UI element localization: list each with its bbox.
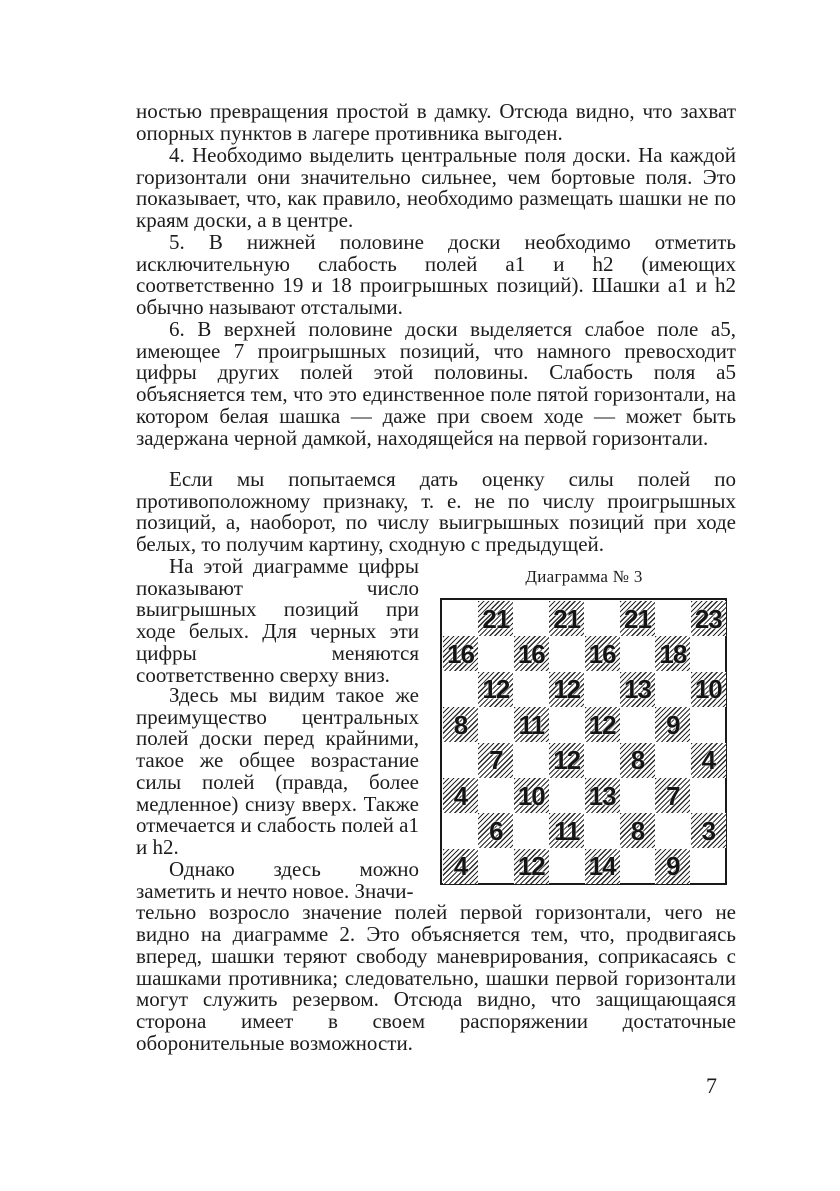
square-win-count: 11 <box>518 709 545 740</box>
board-square <box>655 778 690 813</box>
square-win-count: 12 <box>553 674 581 705</box>
square-win-count: 3 <box>701 815 716 846</box>
paragraph-diagram-intro: На этой диаграмме цифры показывают число выигрышных позиций при ходе белых. Для черных эти цифры меняются соответственно сверху вниз. <box>136 554 419 687</box>
board-square <box>514 849 549 884</box>
paragraph-first-rank-lead: Однако здесь можно заметить и нечто новое. Значи- <box>136 857 419 903</box>
square-win-count: 18 <box>659 638 687 669</box>
square-win-count: 16 <box>588 638 616 669</box>
board-square <box>691 672 726 707</box>
diagram-caption: Диаграмма № 3 <box>525 567 643 586</box>
square-win-count: 8 <box>630 745 645 776</box>
square-win-count: 12 <box>517 851 545 882</box>
square-win-count: 9 <box>666 709 680 740</box>
board-square <box>478 743 513 778</box>
square-win-count: 21 <box>624 603 651 634</box>
board-square <box>585 707 620 742</box>
square-win-count: 12 <box>482 674 510 705</box>
square-win-count: 12 <box>553 745 581 776</box>
page-number: 7 <box>706 1073 717 1098</box>
board-square <box>620 743 655 778</box>
paragraph-point-6: 6. В верхней половине доски выделяется слабое поле a5, имеющее 7 проигрышных позиций, что намного превосходит цифры других полей этой половины. Слабость поля a5 объясняется тем, что это единственное поле пятой горизонтали, на котором белая шашка — даже при своем ходе — может быть задержана черной дамкой, находящейся на первой горизонтали. <box>136 317 736 450</box>
board-square <box>478 672 513 707</box>
board-square <box>620 813 655 848</box>
square-win-count: 7 <box>489 745 503 776</box>
board-square <box>691 743 726 778</box>
square-win-count: 16 <box>517 638 545 669</box>
board-square <box>443 778 478 813</box>
board-square <box>655 707 690 742</box>
board-square <box>549 672 584 707</box>
square-win-count: 8 <box>630 815 645 846</box>
square-win-count: 8 <box>453 709 468 740</box>
board-square <box>478 601 513 636</box>
board-square <box>549 601 584 636</box>
paragraph-first-rank-body: тельно возросло значение полей первой горизонтали, чего не видно на диаграмме 2. Это объясняется тем, что, продвигаясь вперед, шашки теряют свободу маневрирования, соприкасаясь с шашками противника; следовательно, шашки первой горизонтали могут служить резервом. Отсюда видно, что защищающаяся сторона имеет в своем распоряжении достаточные оборонительные возможности. <box>136 900 736 1055</box>
square-win-count: 4 <box>701 745 716 776</box>
paragraph-first-rank <box>136 859 736 1054</box>
board-square <box>620 672 655 707</box>
square-win-count: 4 <box>453 851 468 882</box>
board-square <box>655 636 690 671</box>
checkers-board-diagram <box>440 598 727 885</box>
board-square <box>549 813 584 848</box>
board-square <box>478 813 513 848</box>
board-square <box>443 849 478 884</box>
board-square <box>585 849 620 884</box>
square-win-count: 4 <box>453 780 468 811</box>
paragraph-opposite-criterion: Если мы попытаемся дать оценку силы полей по противоположному признаку, т. е. не по числу проигрышных позиций, а, наоборот, по числу выигрышных позиций при ходе белых, то получим картину, сходную с предыдущей. <box>136 467 736 557</box>
board-square <box>585 778 620 813</box>
square-win-count: 16 <box>447 638 474 669</box>
square-win-count: 7 <box>666 780 680 811</box>
square-win-count: 13 <box>588 780 616 811</box>
square-win-count: 10 <box>694 674 722 705</box>
square-win-count: 11 <box>553 815 580 846</box>
paragraph-central-advantage: Здесь мы видим такое же преимущество центральных полей доски перед крайними, такое же общее возрастание силы полей (правда, более медленное) снизу вверх. Также отмечается и слабость полей a1 и h2. <box>136 683 419 859</box>
square-win-count: 14 <box>588 851 616 882</box>
square-win-count: 21 <box>482 603 510 634</box>
board-square <box>620 601 655 636</box>
board-square <box>549 743 584 778</box>
board-square <box>443 707 478 742</box>
square-win-count: 10 <box>517 780 545 811</box>
paragraph-continuation: ностью превращения простой в дамку. Отсюда видно, что захват опорных пунктов в лагере противника выгоден. <box>136 99 736 145</box>
board-square <box>514 707 549 742</box>
board-square <box>655 849 690 884</box>
board-square <box>443 636 478 671</box>
square-win-count: 23 <box>694 603 722 634</box>
paragraph-point-4: 4. Необходимо выделить центральные поля доски. На каждой горизонтали они значительно сильнее, чем бортовые поля. Это показывает, что, как правило, необходимо размещать шашки не по краям доски, а в центре. <box>136 143 736 233</box>
square-win-count: 13 <box>624 674 651 705</box>
square-win-count: 21 <box>553 603 581 634</box>
board-square <box>514 636 549 671</box>
square-win-count: 12 <box>588 709 616 740</box>
board-square <box>514 778 549 813</box>
board-square <box>585 636 620 671</box>
board-square <box>691 813 726 848</box>
square-win-count: 9 <box>666 851 680 882</box>
paragraph-point-5: 5. В нижней половине доски необходимо отметить исключительную слабость полей a1 и h2 (имеющих соответственно 19 и 18 проигрышных позиций). Шашки a1 и h2 обычно называют отсталыми. <box>136 230 736 320</box>
square-win-count: 6 <box>489 815 503 846</box>
board-square <box>691 601 726 636</box>
